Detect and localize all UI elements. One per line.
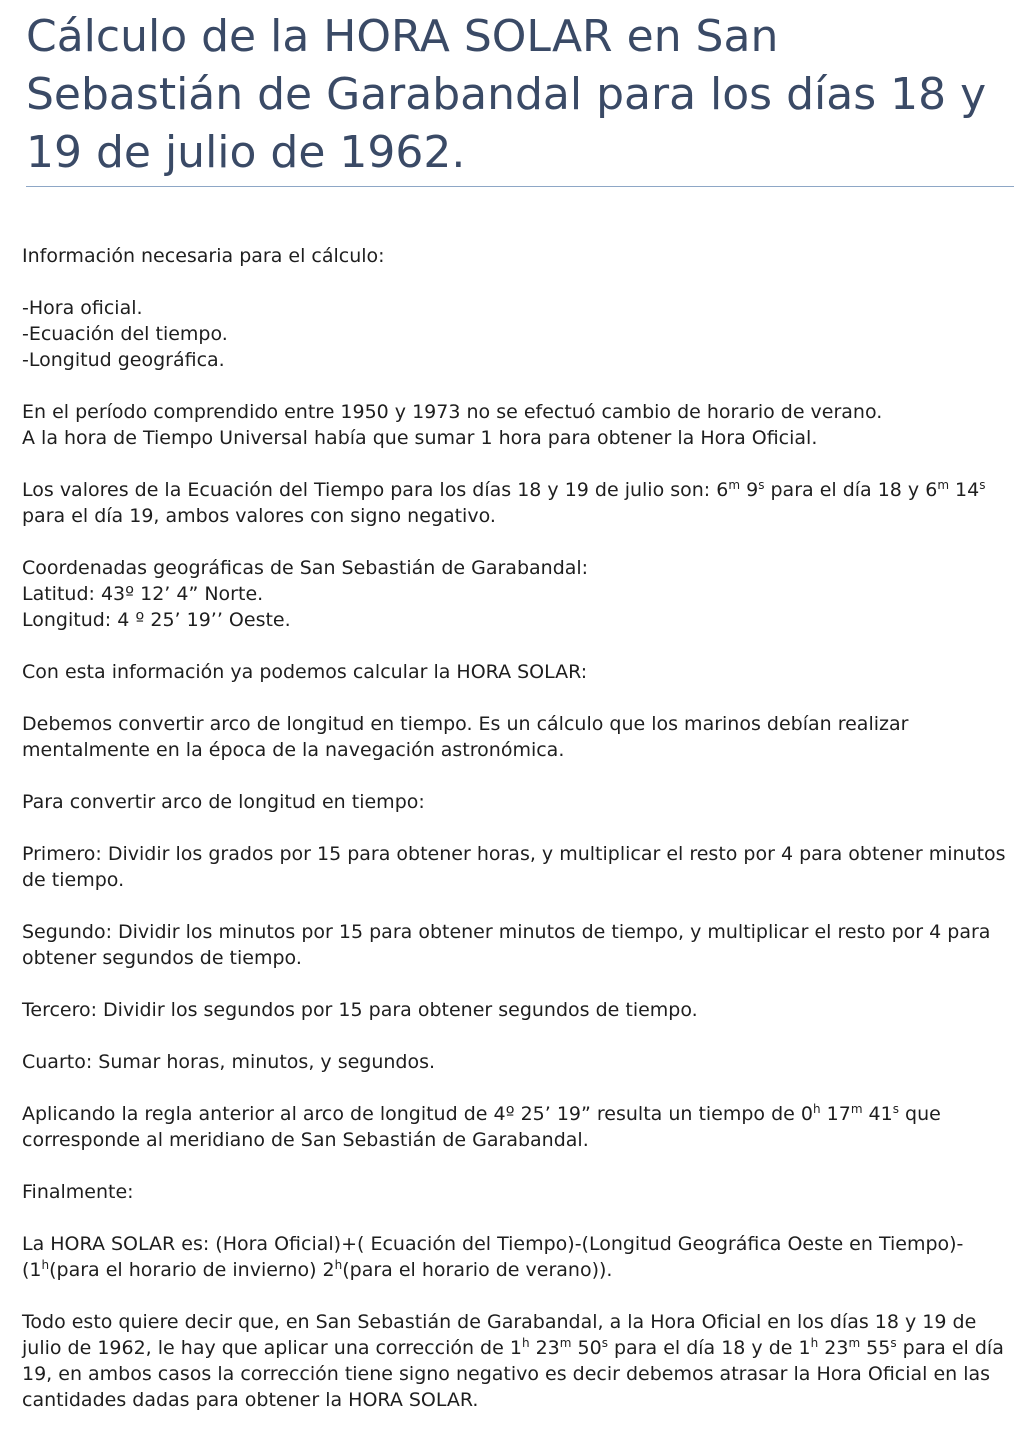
text-run: 50: [571, 1337, 602, 1359]
unit-superscript: h: [41, 1258, 50, 1272]
unit-superscript: s: [892, 1102, 899, 1116]
text-run: 41: [862, 1103, 893, 1125]
with-info-paragraph: Con esta información ya podemos calcular la HORA SOLAR:: [22, 661, 588, 683]
page-title: Cálculo de la HORA SOLAR en San Sebastián de Garabandal para los días 18 y 19 de julio de 1962.: [26, 11, 987, 178]
step-first-paragraph: Primero: Dividir los grados por 15 para obtener horas, y multiplicar el resto por 4 para obtener minutos de tiempo.: [22, 843, 1006, 891]
text-run: para el día 19, ambos valores con signo negativo.: [22, 505, 496, 527]
text-run: que corresponde al meridiano de San Sebastián de Garabandal.: [22, 1103, 941, 1151]
unit-superscript: h: [812, 1102, 821, 1116]
text-run: (para el horario de invierno) 2: [49, 1259, 335, 1281]
unit-superscript: h: [334, 1258, 343, 1272]
step-second-paragraph: Segundo: Dividir los minutos por 15 para obtener minutos de tiempo, y multiplicar el resto por 4 para obtener segundos de tiempo.: [22, 921, 991, 969]
text-run: Los valores de la Ecuación del Tiempo para los días 18 y 19 de julio son: 6: [22, 479, 729, 501]
text-run: para el día 19, en ambos casos la corrección tiene signo negativo es decir debemos atrasar la Hora Oficial en las cantidades dadas para obtener la HORA SOLAR.: [22, 1337, 1004, 1411]
unit-superscript: s: [979, 478, 986, 492]
step-fourth-paragraph: Cuarto: Sumar horas, minutos, y segundos.: [22, 1051, 436, 1073]
text-run: Aplicando la regla anterior al arco de longitud de 4º 25’ 19” resulta un tiempo de 0: [22, 1103, 813, 1125]
equation-of-time-paragraph: [22, 477, 1012, 529]
text-run: para el día 18 y 6: [764, 479, 938, 501]
text-run: Todo esto quiere decir que, en San Sebastián de Garabandal, a la Hora Oficial en los días 18 y 19 de julio de 1962, le hay que aplicar una corrección de 1: [22, 1311, 977, 1359]
convert-paragraph: Debemos convertir arco de longitud en tiempo. Es un cálculo que los marinos debían realizar mentalmente en la época de la navegación astronómica.: [22, 713, 909, 761]
latitude-line: Latitud: 43º 12’ 4” Norte.: [22, 583, 264, 605]
text-run: (para el horario de verano)).: [342, 1259, 613, 1281]
unit-superscript: m: [937, 478, 950, 492]
unit-superscript: h: [521, 1336, 530, 1350]
unit-superscript: s: [758, 478, 765, 492]
text-run: 17: [820, 1103, 851, 1125]
text-run: La HORA SOLAR es: (Hora Oficial)+( Ecuación del Tiempo)-(Longitud Geográfica Oeste en Tiempo)-(1: [22, 1233, 964, 1281]
conclusion-paragraph: [22, 1309, 1012, 1413]
period-line-2: A la hora de Tiempo Universal había que sumar 1 hora para obtener la Hora Oficial.: [22, 427, 818, 449]
to-convert-paragraph: Para convertir arco de longitud en tiempo:: [22, 791, 425, 813]
unit-superscript: m: [848, 1336, 861, 1350]
period-paragraph: [22, 399, 1012, 451]
unit-superscript: s: [601, 1336, 608, 1350]
step-third-paragraph: Tercero: Dividir los segundos por 15 para obtener segundos de tiempo.: [22, 999, 698, 1021]
text-run: 23: [529, 1337, 560, 1359]
unit-superscript: m: [728, 478, 741, 492]
unit-superscript: m: [559, 1336, 572, 1350]
text-run: para el día 18 y de 1: [607, 1337, 811, 1359]
title-divider: [26, 186, 1014, 187]
coordinates-paragraph: [22, 555, 1012, 633]
apply-rule-paragraph: [22, 1101, 1012, 1153]
text-run: 55: [860, 1337, 891, 1359]
requirements-list: [22, 295, 1012, 373]
list-item: -Hora oficial.: [22, 297, 143, 319]
period-line-1: En el período comprendido entre 1950 y 1973 no se efectuó cambio de horario de verano.: [22, 401, 883, 423]
document-body: [22, 243, 1012, 1439]
list-item: -Ecuación del tiempo.: [22, 323, 228, 345]
unit-superscript: m: [850, 1102, 863, 1116]
unit-superscript: h: [810, 1336, 819, 1350]
text-run: 23: [818, 1337, 849, 1359]
formula-paragraph: [22, 1231, 1012, 1283]
longitude-line: Longitud: 4 º 25’ 19’’ Oeste.: [22, 609, 291, 631]
intro-paragraph: Información necesaria para el cálculo:: [22, 245, 385, 267]
finally-paragraph: Finalmente:: [22, 1181, 134, 1203]
text-run: 9: [740, 479, 759, 501]
text-run: 14: [949, 479, 980, 501]
unit-superscript: s: [890, 1336, 897, 1350]
list-item: -Longitud geográfica.: [22, 349, 225, 371]
coordinates-heading: Coordenadas geográficas de San Sebastián de Garabandal:: [22, 557, 589, 579]
